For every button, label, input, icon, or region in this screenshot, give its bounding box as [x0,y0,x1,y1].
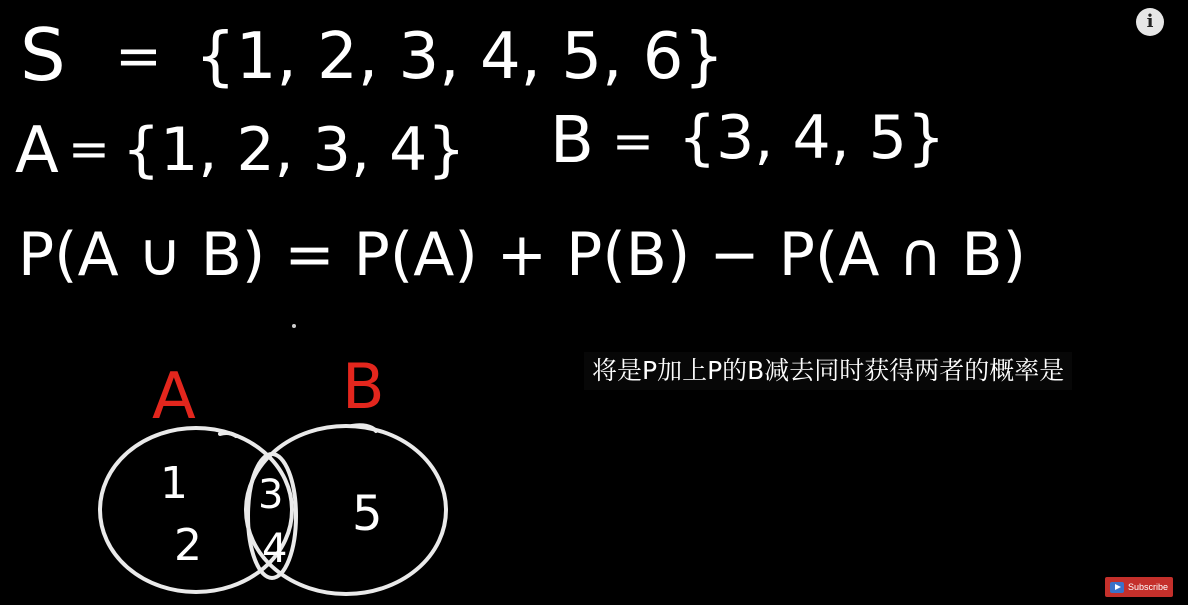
subscribe-button[interactable] [1105,577,1173,597]
set-s-elements: {1, 2, 3, 4, 5, 6} [195,20,725,94]
set-s-symbol: S [20,13,66,97]
set-b-symbol: B [550,104,594,178]
info-icon: i [1146,11,1154,32]
venn-a-only-1: 1 [160,458,188,509]
set-a-symbol: A [15,114,59,188]
play-icon [1110,582,1124,593]
venn-both-4: 4 [262,526,288,572]
venn-label-b: B [342,350,385,423]
set-b-elements: {3, 4, 5} [678,103,946,173]
chalk-dot [292,324,296,328]
set-s-equals: = [115,24,162,89]
set-a-equals: = [68,120,110,178]
venn-both-3: 3 [258,472,284,518]
set-b-equals: = [612,112,654,170]
venn-a-only-2: 2 [174,520,202,571]
venn-label-a: A [152,360,196,434]
info-button[interactable] [1136,8,1164,36]
set-a-elements: {1, 2, 3, 4} [122,115,466,185]
subtitle-caption: 将是P加上P的B减去同时获得两者的概率是 [584,352,1072,390]
subscribe-label: Subscribe [1128,582,1169,592]
venn-circle-a-tail [220,433,236,436]
union-formula: P(A ∪ B) = P(A) + P(B) − P(A ∩ B) [18,220,1026,290]
venn-b-only-5: 5 [352,486,383,542]
